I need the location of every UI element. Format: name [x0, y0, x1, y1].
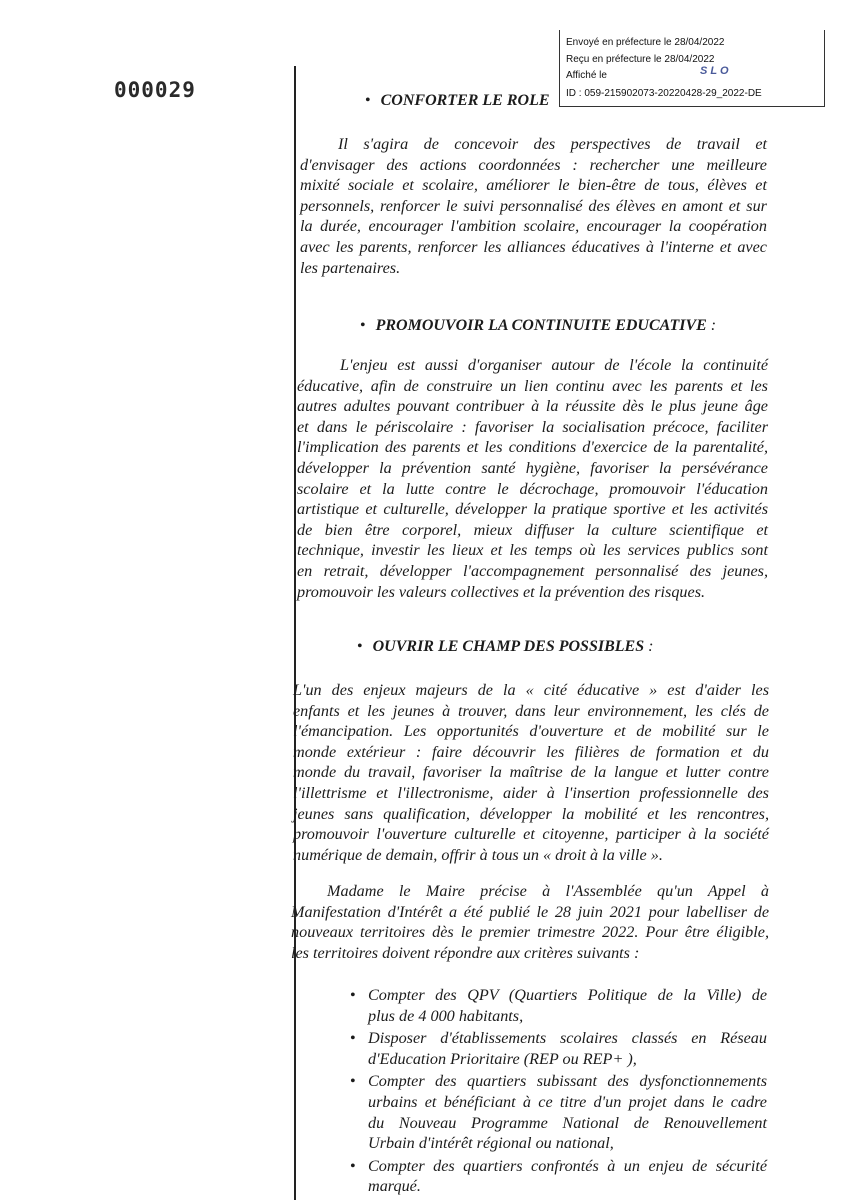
text-line: avec les parents, renforcer les alliances éducatives à l'interne et avec [300, 237, 767, 256]
text-line: Manifestation d'Intérêt a été publié le 28 juin 2021 pour labelliser de [291, 902, 769, 921]
text-line: monde du travail, favoriser la maîtrise de la langue et lutter contre [293, 763, 769, 782]
text-line: personnels, renforcer le suivi personnalisé des élèves en amont et sur [300, 196, 767, 215]
text-line: artistique et culturelle, développer la pratique sportive et les activités [297, 500, 768, 519]
text-line: et dans le périscolaire : favoriser la socialisation précoce, faciliter [297, 417, 768, 436]
stamp-received: Reçu en préfecture le 28/04/2022 [566, 54, 715, 65]
section2-heading [360, 317, 716, 335]
bullet-icon: • [360, 317, 366, 334]
text-line: monde extérieur : faire découvrir les filières de formation et du [293, 742, 769, 761]
page-number: 000029 [114, 78, 196, 102]
text-line: L'un des enjeux majeurs de la « cité éducative » est d'aider les [293, 681, 769, 699]
stamp-sent: Envoyé en préfecture le 28/04/2022 [566, 37, 725, 48]
text-line: mixité sociale et scolaire, améliorer le bien-être de tous, élèves et [300, 176, 767, 195]
text-line: plus de 4 000 habitants, [368, 1006, 524, 1025]
bullet-icon: • [357, 638, 363, 655]
stamp-id: ID : 059-215902073-20220428-29_2022-DE [566, 88, 762, 99]
text-line: du Nouveau Programme National de Renouvellement [368, 1113, 767, 1132]
stamp-signature: SLO [700, 65, 732, 77]
section3-heading [357, 638, 653, 656]
text-line: urbains et bénéficiant à ce titre d'un projet dans le cadre [368, 1092, 767, 1111]
section3-heading-text: OUVRIR LE CHAMP DES POSSIBLES [372, 638, 645, 655]
text-line: Urbain d'intérêt régional ou national, [368, 1134, 614, 1153]
bullet-icon: • [350, 1029, 356, 1048]
text-line: de bien être corporel, mieux diffuser la culture scientifique et [297, 520, 768, 539]
margin-line [294, 66, 296, 1200]
text-line: éducative, afin de construire un lien continu avec les parents et les [297, 376, 768, 395]
text-line: L'enjeu est aussi d'organiser autour de l'école la continuité [340, 356, 768, 374]
bullet-icon: • [350, 1072, 356, 1091]
text-line: enfants et les jeunes à trouver, dans leur environnement, les clés de [293, 701, 769, 720]
text-line: promouvoir les valeurs collectives et la prévention des risques. [297, 582, 706, 601]
text-line: nouveaux territoires dès le premier trimestre 2022. Pour être éligible, [291, 923, 769, 942]
section2-heading-suffix: : [706, 317, 717, 334]
section2-paragraph [297, 355, 768, 602]
text-line: Madame le Maire précise à l'Assemblée qu'un Appel à [327, 882, 769, 900]
text-line: Compter des quartiers confrontés à un enjeu de sécurité [368, 1156, 767, 1175]
section3-heading-suffix: : [644, 638, 654, 655]
section2-heading-text: PROMOUVOIR LA CONTINUITE EDUCATIVE [375, 317, 707, 334]
bullet-icon: • [365, 92, 371, 109]
text-line: Compter des QPV (Quartiers Politique de la Ville) de [368, 986, 767, 1004]
text-line: technique, investir les lieux et les temps où les services publics sont [297, 541, 768, 560]
text-line: Disposer d'établissements scolaires classés en Réseau [368, 1029, 767, 1048]
text-line: Il s'agira de concevoir des perspectives de travail et [338, 135, 767, 153]
text-line: scolaire et la lutte contre le décrochage, promouvoir l'éducation [297, 479, 768, 498]
section1-heading-text: CONFORTER LE ROLE [380, 92, 550, 109]
text-line: promouvoir l'ouverture culturelle et citoyenne, participer à la société [293, 825, 769, 844]
prefecture-stamp [559, 30, 825, 107]
text-line: en retrait, développer l'accompagnement personnalisé des jeunes, [297, 561, 768, 580]
text-line: d'Education Prioritaire (REP ou REP+ ), [368, 1049, 637, 1068]
criteria-text [368, 1156, 767, 1197]
text-line: les territoires doivent répondre aux critères suivants : [291, 943, 640, 962]
text-line: les partenaires. [300, 258, 401, 277]
text-line: l'illettrisme et l'illectronisme, aider à l'insertion professionnelle des [293, 783, 769, 802]
text-line: Compter des quartiers subissant des dysfonctionnements [368, 1072, 767, 1091]
text-line: l'émancipation. Les opportunités d'ouverture et de mobilité sur le [293, 722, 769, 741]
section1-heading [365, 92, 550, 110]
criteria-list [346, 985, 767, 1199]
criteria-item [346, 1156, 767, 1197]
criteria-item [346, 985, 767, 1026]
text-line: marqué. [368, 1177, 421, 1196]
text-line: l'implication des parents et les conditions d'exercice de la parentalité, [297, 438, 768, 457]
text-line: d'envisager des actions coordonnées : rechercher une meilleure [300, 155, 767, 174]
criteria-item [346, 1028, 767, 1069]
bullet-icon: • [350, 1156, 356, 1175]
text-line: la durée, encourager l'ambition scolaire, encourager la coopération [300, 217, 767, 236]
criteria-text [368, 985, 767, 1026]
section1-paragraph [300, 134, 767, 278]
text-line: numérique de demain, offrir à tous un « droit à la ville ». [293, 845, 663, 864]
criteria-text [368, 1028, 767, 1069]
bullet-icon: • [350, 986, 356, 1004]
section3-paragraph [293, 680, 769, 865]
text-line: jeunes sans qualification, développer la mobilité et les rencontres, [293, 804, 769, 823]
criteria-item [346, 1071, 767, 1153]
stamp-posted: Affiché le [566, 70, 607, 81]
text-line: développer la prévention santé hygiène, favoriser la persévérance [297, 458, 768, 477]
criteria-text [368, 1071, 767, 1153]
assembly-paragraph [291, 881, 769, 963]
text-line: autres adultes pouvant contribuer à la réussite dès le plus jeune âge [297, 397, 768, 416]
